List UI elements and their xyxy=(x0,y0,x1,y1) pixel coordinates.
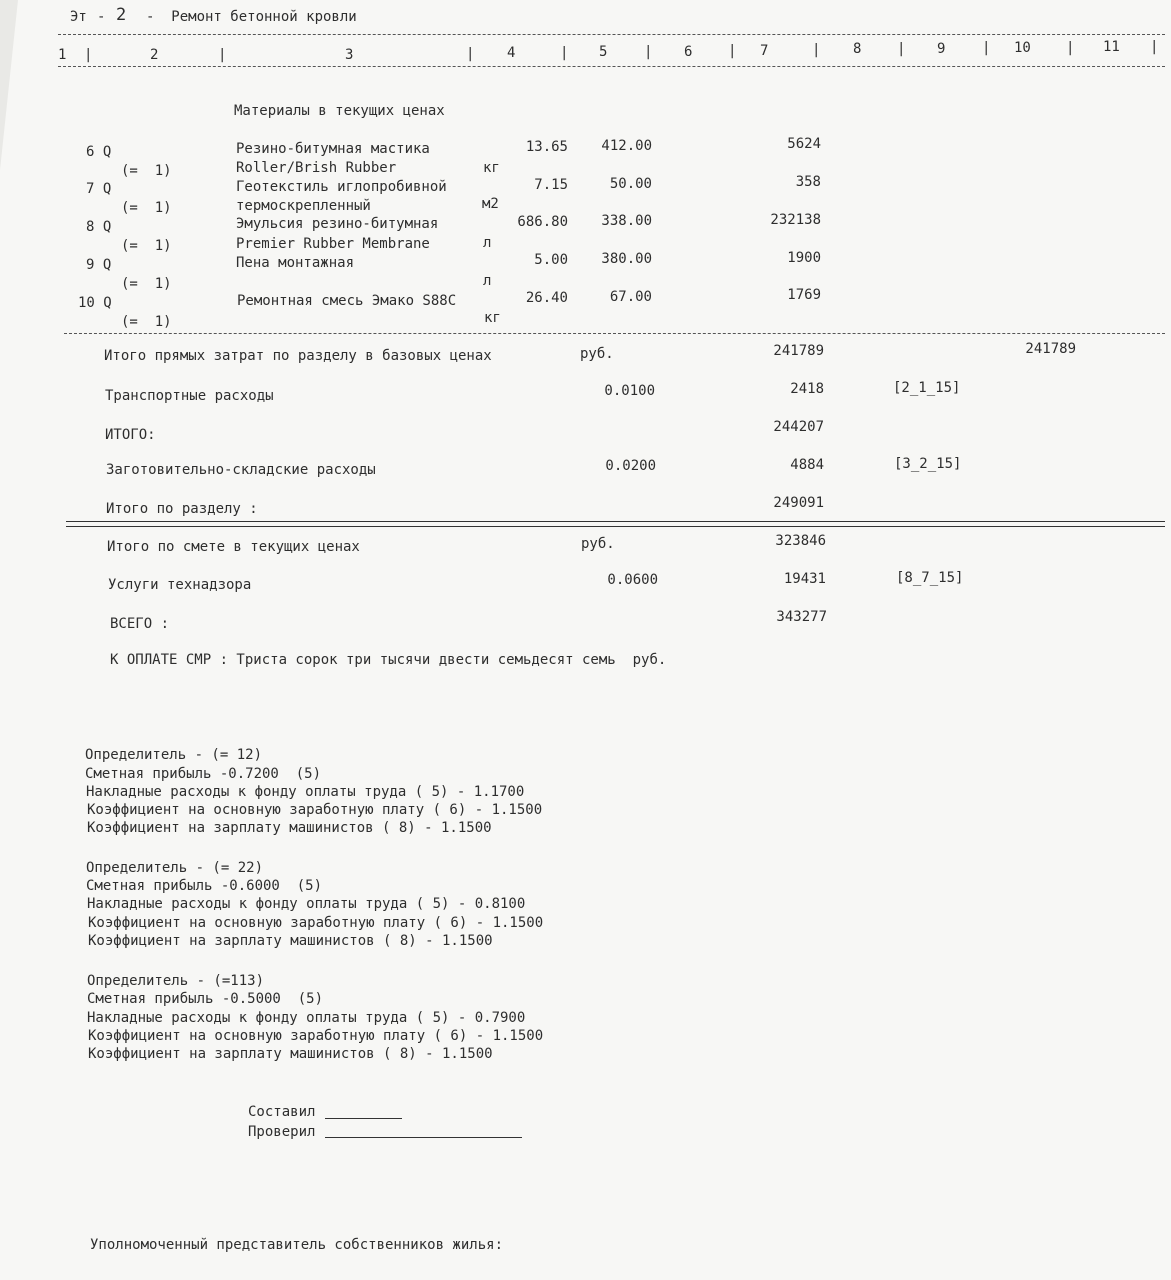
column-divider xyxy=(58,66,1165,67)
determinant-profit: Сметная прибыль -0.5000 (5) xyxy=(87,991,324,1007)
column-number: 7 xyxy=(760,43,769,59)
items-divider xyxy=(64,333,1165,334)
determinant-title: Определитель - (= 12) xyxy=(85,747,263,763)
item-unit: кг xyxy=(483,160,500,176)
storage-total: 4884 xyxy=(790,457,824,473)
item-quantity: 7.15 xyxy=(534,177,568,193)
item-price: 50.00 xyxy=(609,176,652,192)
compiled-by-line xyxy=(325,1118,402,1119)
column-separator: | xyxy=(728,43,737,59)
item-name-line2: Roller/Brish Rubber xyxy=(236,160,397,176)
estimate-total-value: 323846 xyxy=(775,533,826,549)
item-price: 338.00 xyxy=(601,213,652,229)
determinant-coef-machinist: Коэффициент на зарплату машинистов ( 8) - 1.1500 xyxy=(88,1046,493,1062)
column-separator: | xyxy=(982,40,991,56)
determinant-title: Определитель - (= 22) xyxy=(86,860,264,876)
transport-rate: 0.0100 xyxy=(604,383,655,399)
grand-total-label: ВСЕГО : xyxy=(110,616,170,632)
header-number: 2 xyxy=(116,5,127,25)
header-dash: - xyxy=(97,9,106,25)
estimate-total-label: Итого по смете в текущих ценах xyxy=(107,539,360,555)
item-total: 1769 xyxy=(787,287,821,303)
item-total: 232138 xyxy=(770,212,821,228)
determinant-profit: Сметная прибыль -0.6000 (5) xyxy=(86,878,323,894)
item-code: 8 Q xyxy=(86,219,112,235)
section-title: Материалы в текущих ценах xyxy=(234,103,445,119)
column-number: 8 xyxy=(853,41,862,57)
column-number: 4 xyxy=(507,45,516,61)
item-unit: л xyxy=(483,273,492,289)
tech-supervision-label: Услуги технадзора xyxy=(108,577,252,593)
determinant-coef-main: Коэффициент на основную заработную плату ( 6) - 1.1500 xyxy=(87,802,543,818)
item-price: 412.00 xyxy=(601,138,652,154)
item-code: 6 Q xyxy=(86,144,112,160)
column-number: 11 xyxy=(1103,39,1120,55)
direct-costs-label: Итого прямых затрат по разделу в базовых ценах xyxy=(104,348,492,364)
transport-ref: [2_1_15] xyxy=(893,380,961,396)
tech-supervision-ref: [8_7_15] xyxy=(896,570,964,586)
checked-by-line xyxy=(325,1137,522,1138)
column-separator: | xyxy=(218,47,227,63)
itogo-total: 244207 xyxy=(773,419,824,435)
column-separator: | xyxy=(644,44,653,60)
item-quantity: 13.65 xyxy=(525,139,568,155)
item-quantity: 26.40 xyxy=(525,290,568,306)
transport-label: Транспортные расходы xyxy=(105,388,274,404)
column-number: 1 xyxy=(58,47,67,63)
column-number: 5 xyxy=(599,44,608,60)
item-coefficient: (= 1) xyxy=(121,238,172,254)
item-code: 9 Q xyxy=(86,257,112,273)
column-separator: | xyxy=(897,41,906,57)
item-price: 380.00 xyxy=(601,251,652,267)
column-number: 6 xyxy=(684,44,693,60)
header-divider xyxy=(58,34,1165,35)
header-prefix: Эт xyxy=(70,9,87,25)
determinant-overhead: Накладные расходы к фонду оплаты труда ( 5) - 1.1700 xyxy=(86,784,525,800)
column-separator: | xyxy=(560,45,569,61)
header-title: - Ремонт бетонной кровли xyxy=(146,9,357,25)
storage-ref: [3_2_15] xyxy=(894,456,962,472)
determinant-overhead: Накладные расходы к фонду оплаты труда ( 5) - 0.8100 xyxy=(87,896,526,912)
item-name-line2: термоскрепленный xyxy=(236,198,371,214)
item-unit: м2 xyxy=(482,196,499,212)
item-coefficient: (= 1) xyxy=(121,163,172,179)
column-separator: | xyxy=(84,47,93,63)
column-number: 2 xyxy=(150,47,159,63)
item-name: Эмульсия резино-битумная xyxy=(236,216,439,232)
column-number: 9 xyxy=(937,41,946,57)
determinant-coef-machinist: Коэффициент на зарплату машинистов ( 8) - 1.1500 xyxy=(88,933,493,949)
determinant-coef-main: Коэффициент на основную заработную плату ( 6) - 1.1500 xyxy=(88,1028,544,1044)
paper-fold-shadow xyxy=(0,0,18,170)
transport-total: 2418 xyxy=(790,381,824,397)
determinant-coef-main: Коэффициент на основную заработную плату ( 6) - 1.1500 xyxy=(88,915,544,931)
column-separator: | xyxy=(466,46,475,62)
item-code: 10 Q xyxy=(78,295,112,311)
section-total-label: Итого по разделу : xyxy=(106,501,258,517)
compiled-by-label: Составил xyxy=(248,1104,316,1120)
item-total: 358 xyxy=(795,174,821,190)
column-separator: | xyxy=(1066,40,1075,56)
double-rule-bottom xyxy=(66,526,1165,527)
determinant-profit: Сметная прибыль -0.7200 (5) xyxy=(85,766,322,782)
item-quantity: 5.00 xyxy=(534,252,568,268)
item-name: Резино-битумная мастика xyxy=(236,141,430,157)
item-coefficient: (= 1) xyxy=(121,200,172,216)
payment-text: К ОПЛАТЕ СМР : Триста сорок три тысячи двести семьдесят семь руб. xyxy=(110,652,667,668)
grand-total-value: 343277 xyxy=(776,609,827,625)
item-price: 67.00 xyxy=(609,289,652,305)
item-unit: л xyxy=(483,235,492,251)
checked-by-label: Проверил xyxy=(248,1124,316,1140)
direct-costs-total: 241789 xyxy=(773,343,824,359)
direct-costs-col10: 241789 xyxy=(1025,341,1076,357)
item-name-line2: Premier Rubber Membrane xyxy=(236,236,430,252)
item-code: 7 Q xyxy=(86,181,112,197)
estimate-total-unit: руб. xyxy=(581,536,615,552)
column-number: 3 xyxy=(345,47,354,63)
storage-rate: 0.0200 xyxy=(605,458,656,474)
item-name: Геотекстиль иглопробивной xyxy=(236,179,447,195)
item-name: Пена монтажная xyxy=(236,255,355,271)
item-name: Ремонтная смесь Эмако S88C xyxy=(237,293,457,309)
double-rule-top xyxy=(66,521,1165,522)
item-total: 1900 xyxy=(787,250,821,266)
determinant-coef-machinist: Коэффициент на зарплату машинистов ( 8) - 1.1500 xyxy=(87,820,492,836)
column-separator: | xyxy=(1150,39,1159,55)
determinant-overhead: Накладные расходы к фонду оплаты труда ( 5) - 0.7900 xyxy=(87,1010,526,1026)
direct-costs-unit: руб. xyxy=(580,346,614,362)
column-separator: | xyxy=(812,42,821,58)
tech-supervision-total: 19431 xyxy=(783,571,826,587)
item-quantity: 686.80 xyxy=(517,214,568,230)
determinant-title: Определитель - (=113) xyxy=(87,973,265,989)
itogo-label: ИТОГО: xyxy=(105,427,156,443)
owners-representative-label: Уполномоченный представитель собственников жилья: xyxy=(90,1237,504,1253)
item-unit: кг xyxy=(484,310,501,326)
storage-label: Заготовительно-складские расходы xyxy=(106,462,376,478)
item-total: 5624 xyxy=(787,136,821,152)
item-coefficient: (= 1) xyxy=(121,276,172,292)
tech-supervision-rate: 0.0600 xyxy=(607,572,658,588)
item-coefficient: (= 1) xyxy=(121,314,172,330)
column-number: 10 xyxy=(1014,40,1031,56)
section-total-value: 249091 xyxy=(773,495,824,511)
